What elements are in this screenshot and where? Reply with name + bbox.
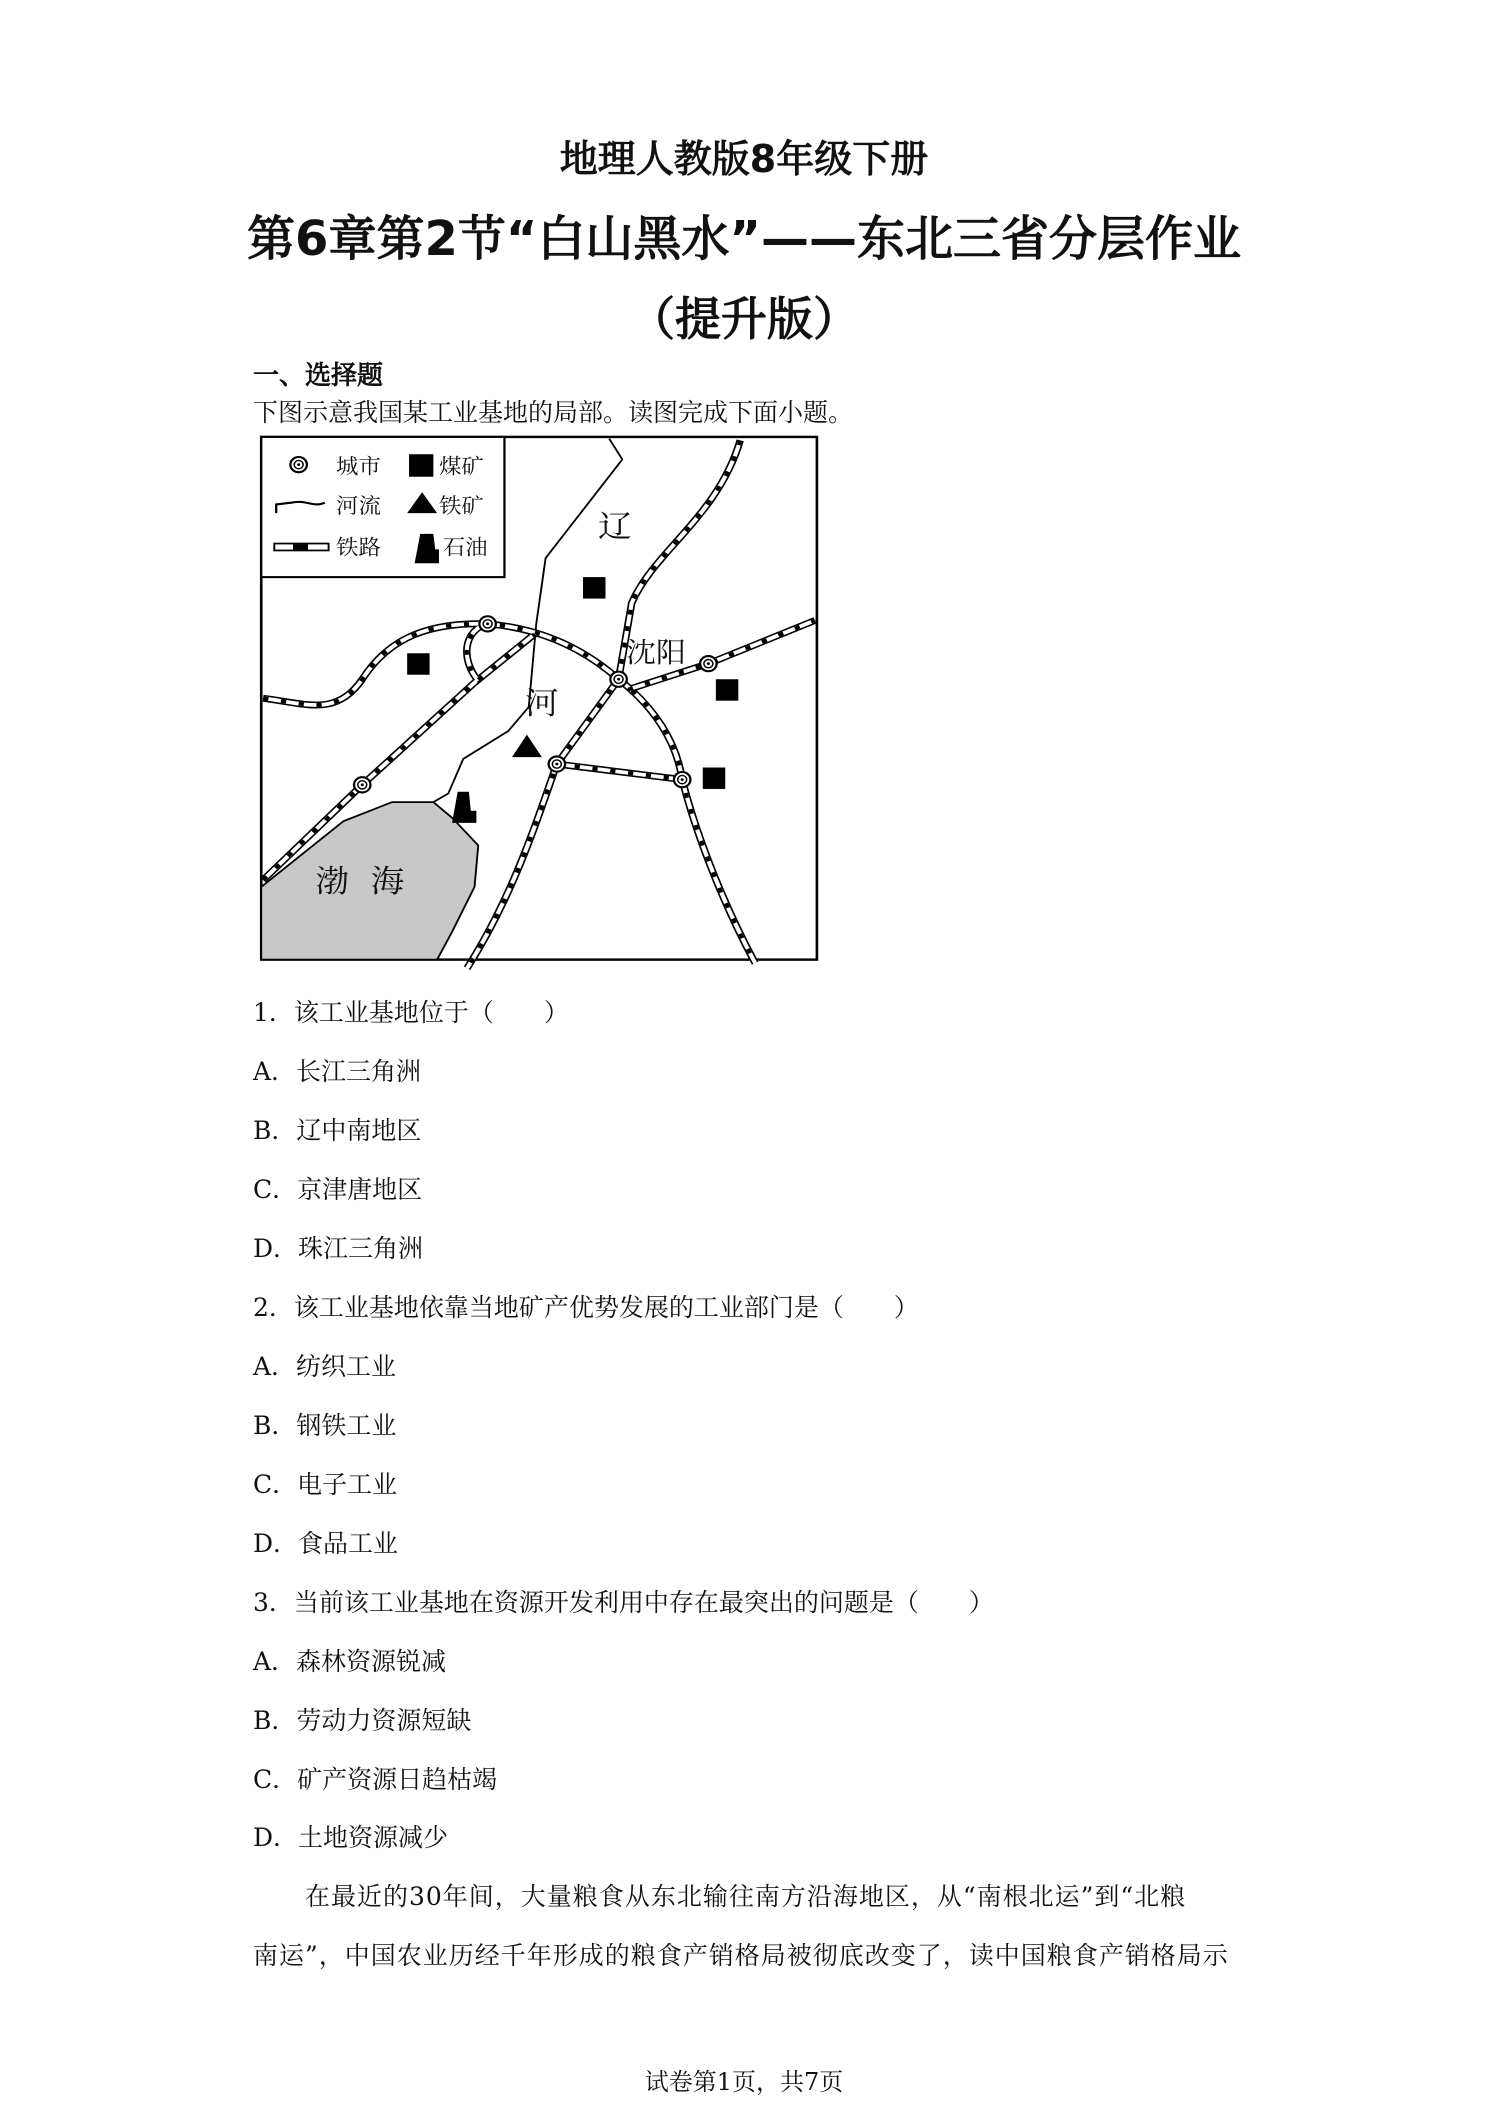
question-2-option-d: D．食品工业 [253, 1529, 399, 1558]
legend-city-label: 城市 [336, 455, 381, 480]
passage-line-1: 在最近的30年间，大量粮食从东北输往南方沿海地区，从“南根北运”到“北粮 [305, 1882, 1187, 1911]
map-label-bohai: 渤 海 [315, 863, 405, 900]
map-legend [261, 437, 504, 577]
question-3-option-c: C．矿产资源日趋枯竭 [253, 1765, 498, 1794]
legend-oil-label: 石油 [442, 536, 488, 561]
question-1-option-d: D．珠江三角洲 [253, 1234, 424, 1263]
question-2-option-a: A．纺织工业 [253, 1352, 397, 1381]
question-1-option-c: C．京津唐地区 [253, 1175, 423, 1204]
legend-city-icon [290, 457, 306, 472]
section-heading: 一、选择题 [253, 361, 384, 391]
question-1-option-b: B．辽中南地区 [253, 1116, 422, 1145]
map-label-liao: 辽 [598, 508, 632, 545]
question-3-stem: 3．当前该工业基地在资源开发利用中存在最突出的问题是（ ） [253, 1588, 994, 1617]
legend-river-label: 河流 [336, 494, 381, 519]
page-footer: 试卷第1页，共7页 [644, 2068, 844, 2096]
question-3-option-b: B．劳动力资源短缺 [253, 1706, 472, 1735]
document-title: 第6章第2节“白山黑水”——东北三省分层作业 [247, 211, 1241, 267]
question-2-stem: 2．该工业基地依靠当地矿产优势发展的工业部门是（ ） [253, 1293, 919, 1322]
legend-coal-icon [409, 454, 433, 477]
question-3-option-d: D．土地资源减少 [253, 1823, 449, 1852]
legend-iron-label: 铁矿 [438, 494, 484, 519]
question-2-option-c: C．电子工业 [253, 1470, 398, 1499]
question-2-option-b: B．钢铁工业 [253, 1411, 397, 1440]
question-1-option-a: A．长江三角洲 [253, 1057, 422, 1086]
industrial-base-map [250, 430, 830, 970]
passage-line-2: 南运”，中国农业历经千年形成的粮食产销格局被彻底改变了，读中国粮食产销格局示 [253, 1941, 1229, 1970]
map-label-he: 河 [525, 685, 559, 722]
legend-railway-label: 铁路 [336, 536, 381, 561]
document-subtitle: 地理人教版8年级下册 [559, 137, 929, 181]
document-title-version: （提升版） [629, 292, 859, 346]
question-1-stem: 1．该工业基地位于（ ） [253, 998, 569, 1027]
question-3-option-a: A．森林资源锐减 [253, 1647, 447, 1676]
section-intro: 下图示意我国某工业基地的局部。读图完成下面小题。 [253, 398, 854, 427]
legend-coal-label: 煤矿 [438, 455, 484, 480]
map-label-shenyang: 沈阳 [626, 635, 686, 669]
legend-railway-icon [274, 544, 328, 551]
